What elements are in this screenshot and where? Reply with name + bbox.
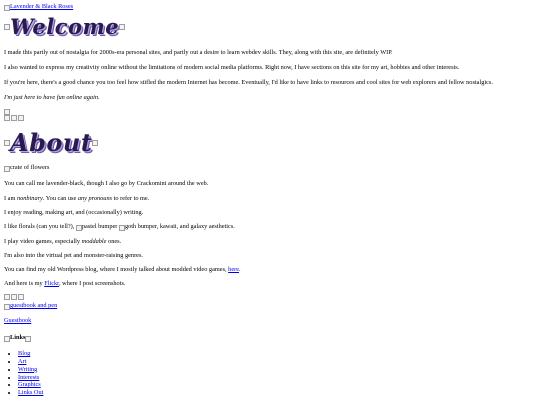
pastel-bumper-alt: pastel bumper bbox=[81, 223, 118, 230]
about-wordart: About bbox=[10, 128, 93, 157]
image-trail-2 bbox=[4, 294, 24, 300]
links-item-blog bbox=[18, 350, 43, 358]
about-line-1: You can call me lavender-black, though I also go by Crackomint around the web. bbox=[4, 180, 209, 187]
guestbook-text-link[interactable] bbox=[4, 317, 31, 325]
broken-image-icon bbox=[11, 115, 17, 121]
broken-image-icon bbox=[4, 115, 10, 121]
broken-image-icon bbox=[4, 294, 10, 300]
links-heading-text: Links bbox=[10, 334, 26, 341]
links-item-interests bbox=[18, 374, 43, 382]
banner-link[interactable]: Lavender & Black Roses bbox=[10, 3, 74, 10]
broken-image-icon bbox=[18, 115, 24, 121]
guestbook-image-alt[interactable]: guestbook and pen bbox=[10, 302, 58, 309]
links-item-art bbox=[18, 358, 43, 366]
fun-tagline: I'm just here to have fun online again. bbox=[4, 94, 100, 101]
links-item-graphics bbox=[18, 381, 43, 389]
about-line-2: I am nonbinary. You can use any pronouns to refer to me. bbox=[4, 195, 150, 202]
writing-link[interactable]: Writing bbox=[18, 365, 38, 373]
links-list bbox=[4, 350, 43, 397]
broken-image-icon bbox=[25, 336, 31, 342]
welcome-wordart: Welcome bbox=[10, 13, 120, 39]
about-heading bbox=[4, 128, 98, 158]
broken-image-icon bbox=[92, 140, 98, 146]
divider-image bbox=[4, 107, 10, 115]
broken-image-icon bbox=[119, 24, 125, 30]
about-line-5: I play video games, especially moddable ones. bbox=[4, 238, 122, 245]
broken-image-icon bbox=[4, 109, 10, 115]
flickr-link[interactable]: Flickr bbox=[44, 280, 60, 287]
about-line-3: I enjoy reading, making art, and (occasionally) writing. bbox=[4, 209, 144, 216]
site-banner[interactable] bbox=[4, 3, 73, 11]
welcome-paragraph-1: I made this partly out of nostalgia for 2000s-era personal sites, and partly out a desire to learn webdev skills. They, along with this site, are definitely WIP. bbox=[4, 49, 393, 56]
about-line-7: You can find my old Wordpress blog, where I mostly talked about modded video games, here. bbox=[4, 266, 241, 273]
pronouns-text: any pronouns bbox=[77, 195, 113, 202]
moddable-text: moddable bbox=[81, 238, 107, 245]
welcome-heading bbox=[4, 14, 125, 40]
welcome-paragraph-3: If you're here, there's a good chance you too feel how stifled the modern Internet has become. Eventually, I'd like to have links to resources and cool sites for web explorers and fellow nostalgics. bbox=[4, 79, 493, 86]
links-item-links-out bbox=[18, 389, 43, 397]
links-out-link[interactable]: Links Out bbox=[18, 389, 44, 397]
links-item-writing bbox=[18, 366, 43, 374]
art-link[interactable]: Art bbox=[18, 357, 27, 365]
broken-image-icon bbox=[18, 294, 24, 300]
broken-image-icon bbox=[11, 294, 17, 300]
nonbinary-text: nonbinary bbox=[16, 195, 43, 202]
goth-bumper-alt: goth bumper bbox=[124, 223, 157, 230]
guestbook-link[interactable]: Guestbook bbox=[4, 317, 32, 324]
welcome-paragraph-2: I also wanted to express my creativity online without the limitations of modern social media platforms. Right now, I have sections on this site for my art, hobbies and other interests. bbox=[4, 64, 460, 71]
blog-link[interactable]: Blog bbox=[18, 350, 31, 357]
image-trail bbox=[4, 115, 24, 121]
interests-link[interactable]: Interests bbox=[18, 373, 40, 381]
graphics-link[interactable]: Graphics bbox=[18, 381, 41, 389]
links-heading bbox=[4, 334, 31, 342]
flower-crate-alt: crate of flowers bbox=[10, 164, 50, 171]
guestbook-image-link[interactable] bbox=[4, 302, 57, 310]
about-line-8: And here is my Flickr, where I post screenshots. bbox=[4, 280, 126, 287]
about-line-6: I'm also into the virtual pet and monster-raising genres. bbox=[4, 252, 143, 259]
flower-crate-image bbox=[4, 164, 50, 172]
about-line-4: I like florals (can you tell?), pastel bumper goth bumper, kawaii, and galaxy aesthetics. bbox=[4, 223, 235, 230]
welcome-paragraph-4 bbox=[4, 94, 100, 102]
wordpress-link[interactable]: here bbox=[228, 266, 240, 273]
